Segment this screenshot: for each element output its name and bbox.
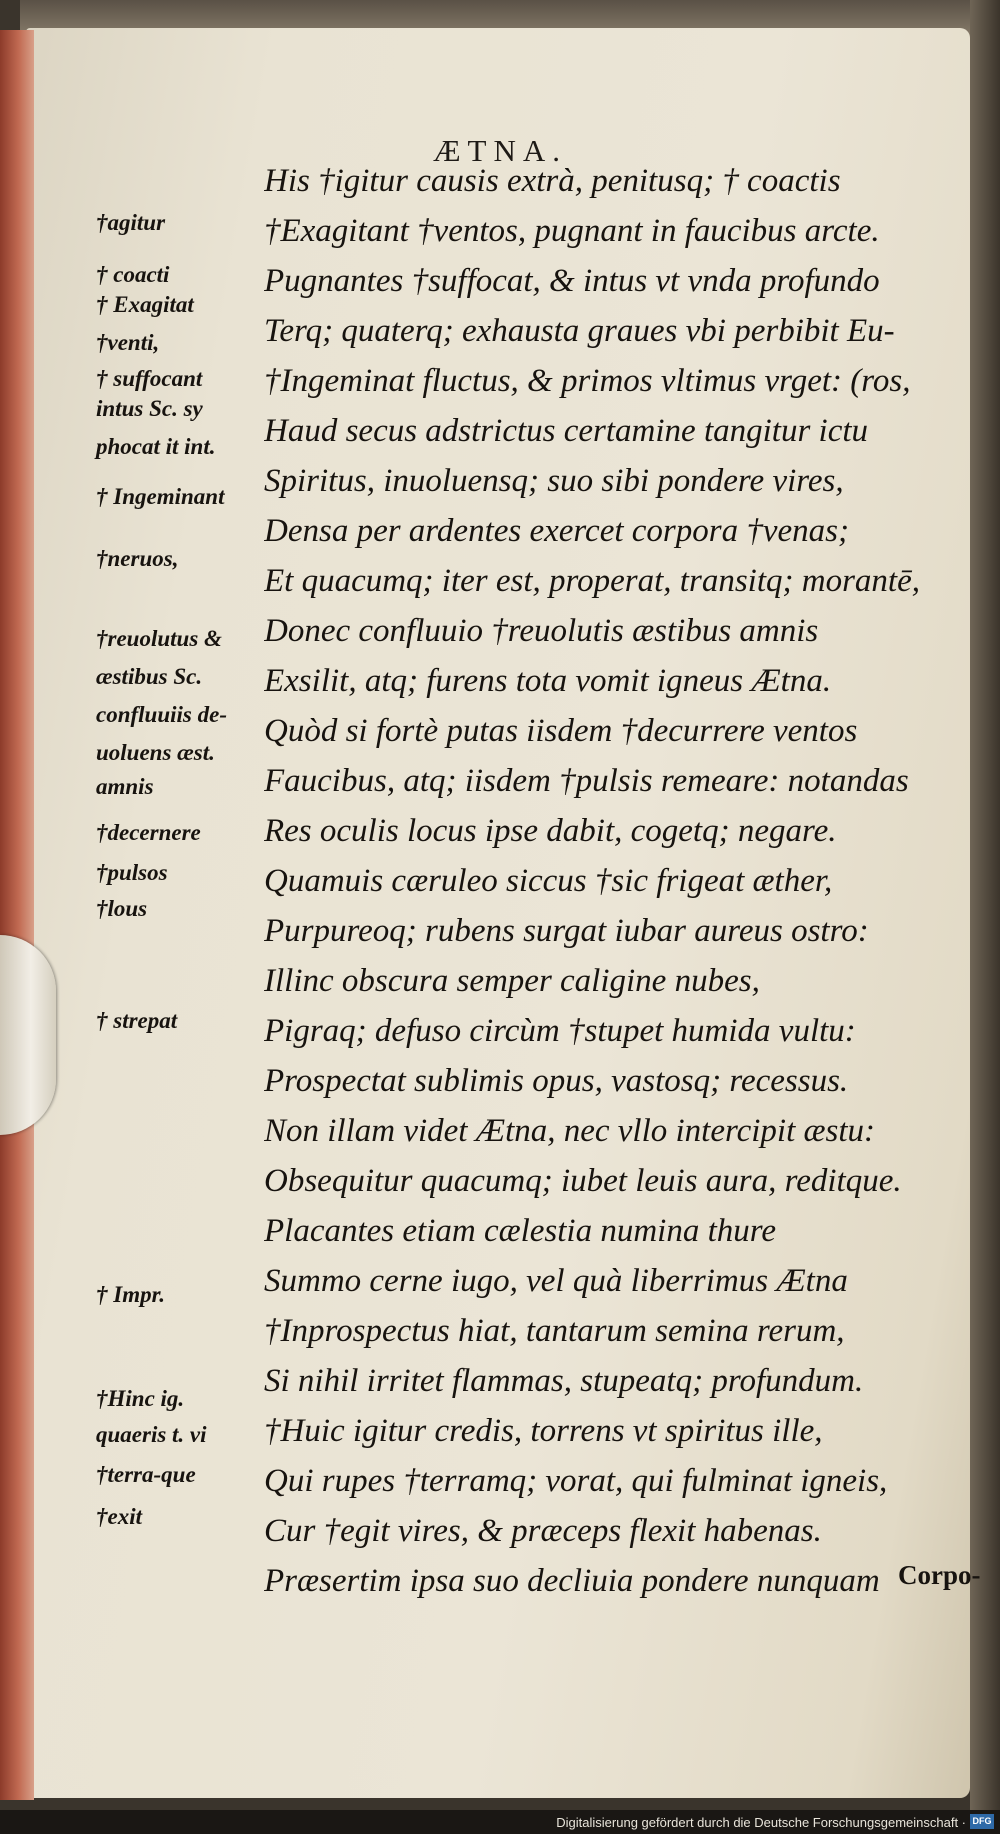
verse-line: Et quacumq; iter est, properat, transitq; morantē, [264,563,920,599]
marginal-note: phocat it int. [96,434,216,459]
verse-line: Illinc obscura semper caligine nubes, [264,963,760,999]
verse-line: Præsertim ipsa suo decliuia pondere nunquam [264,1563,880,1599]
marginal-note: † Exagitat [96,292,194,317]
verse-line: Donec confluuio †reuolutis æstibus amnis [264,613,819,649]
marginal-note: † strepat [96,1008,178,1033]
marginal-note: †decernere [96,820,201,845]
verse-line: †Huic igitur credis, torrens vt spiritus ille, [264,1413,823,1449]
marginal-note: †Hinc ig. [96,1386,185,1411]
verse-line: Res oculis locus ipse dabit, cogetq; negare. [264,813,837,849]
verse-line: Quamuis cæruleo siccus †sic frigeat æther, [264,863,833,899]
marginal-note: †exit [96,1504,142,1529]
verse-line: Non illam videt Ætna, nec vllo intercipit æstu: [264,1113,876,1149]
footer-credit: Digitalisierung gefördert durch die Deutsche Forschungsgemeinschaft · [556,1815,966,1830]
verse-line: Densa per ardentes exercet corpora †venas; [264,513,849,549]
marginal-note: † suffocant [96,366,203,391]
marginal-note: quaeris t. vi [96,1422,207,1447]
verse-line: Cur †egit vires, & præceps flexit habenas. [264,1513,822,1549]
marginal-note: †neruos, [96,546,179,571]
marginal-note: †reuolutus & [96,626,222,651]
marginal-note: †pulsos [96,860,168,885]
marginal-note: †terra-que [96,1462,196,1487]
verse-line: Placantes etiam cælestia numina thure [264,1213,777,1249]
verse-line: †Ingeminat fluctus, & primos vltimus vrget: (ros, [264,363,911,399]
verse-line: His †igitur causis extrà, penitusq; † coactis [264,163,841,199]
verse-line: Purpureoq; rubens surgat iubar aureus ostro: [264,913,869,949]
dfg-logo: DFG [970,1814,994,1829]
marginal-note: uoluens æst. [96,740,215,765]
verse-line: Spiritus, inuoluensq; suo sibi pondere vires, [264,463,844,499]
marginal-note: † coacti [96,262,170,287]
verse-line: Obsequitur quacumq; iubet leuis aura, reditque. [264,1163,902,1199]
verse-line: Terq; quaterq; exhausta graues vbi perbibit Eu- [264,313,895,349]
marginal-note: † Impr. [96,1282,166,1307]
marginal-note: confluuiis de- [96,702,227,727]
marginal-note: intus Sc. sy [96,396,203,421]
verse-line: Prospectat sublimis opus, vastosq; recessus. [264,1063,849,1099]
marginal-note: amnis [96,774,154,799]
marginal-note: †lous [96,896,148,921]
marginal-note: †agitur [96,210,166,235]
verse-line: †Exagitant †ventos, pugnant in faucibus arcte. [264,213,880,249]
marginal-note: †venti, [96,330,160,355]
marginal-note: † Ingeminant [96,484,225,509]
running-head: ÆTNA. [432,133,568,168]
marginal-note: æstibus Sc. [96,664,203,689]
verse-line: Exsilit, atq; furens tota vomit igneus Ætna. [264,663,832,699]
verse-line: Pugnantes †suffocat, & intus vt vnda profundo [264,263,880,299]
verse-line: Pigraq; defuso circùm †stupet humida vultu: [264,1013,856,1049]
verse-line: Quòd si fortè putas iisdem †decurrere ventos [264,713,858,749]
verse-line: †Inprospectus hiat, tantarum semina rerum, [264,1313,845,1349]
verse-line: Qui rupes †terramq; vorat, qui fulminat igneis, [264,1463,888,1499]
verse-line: Summo cerne iugo, vel quà liberrimus Ætna [264,1263,848,1299]
verse-line: Si nihil irritet flammas, stupeatq; profundum. [264,1363,864,1399]
verse-line: Haud secus adstrictus certamine tangitur ictu [264,413,869,449]
catchword: Corpo- [898,1560,981,1590]
verse-line: Faucibus, atq; iisdem †pulsis remeare: notandas [264,763,909,799]
